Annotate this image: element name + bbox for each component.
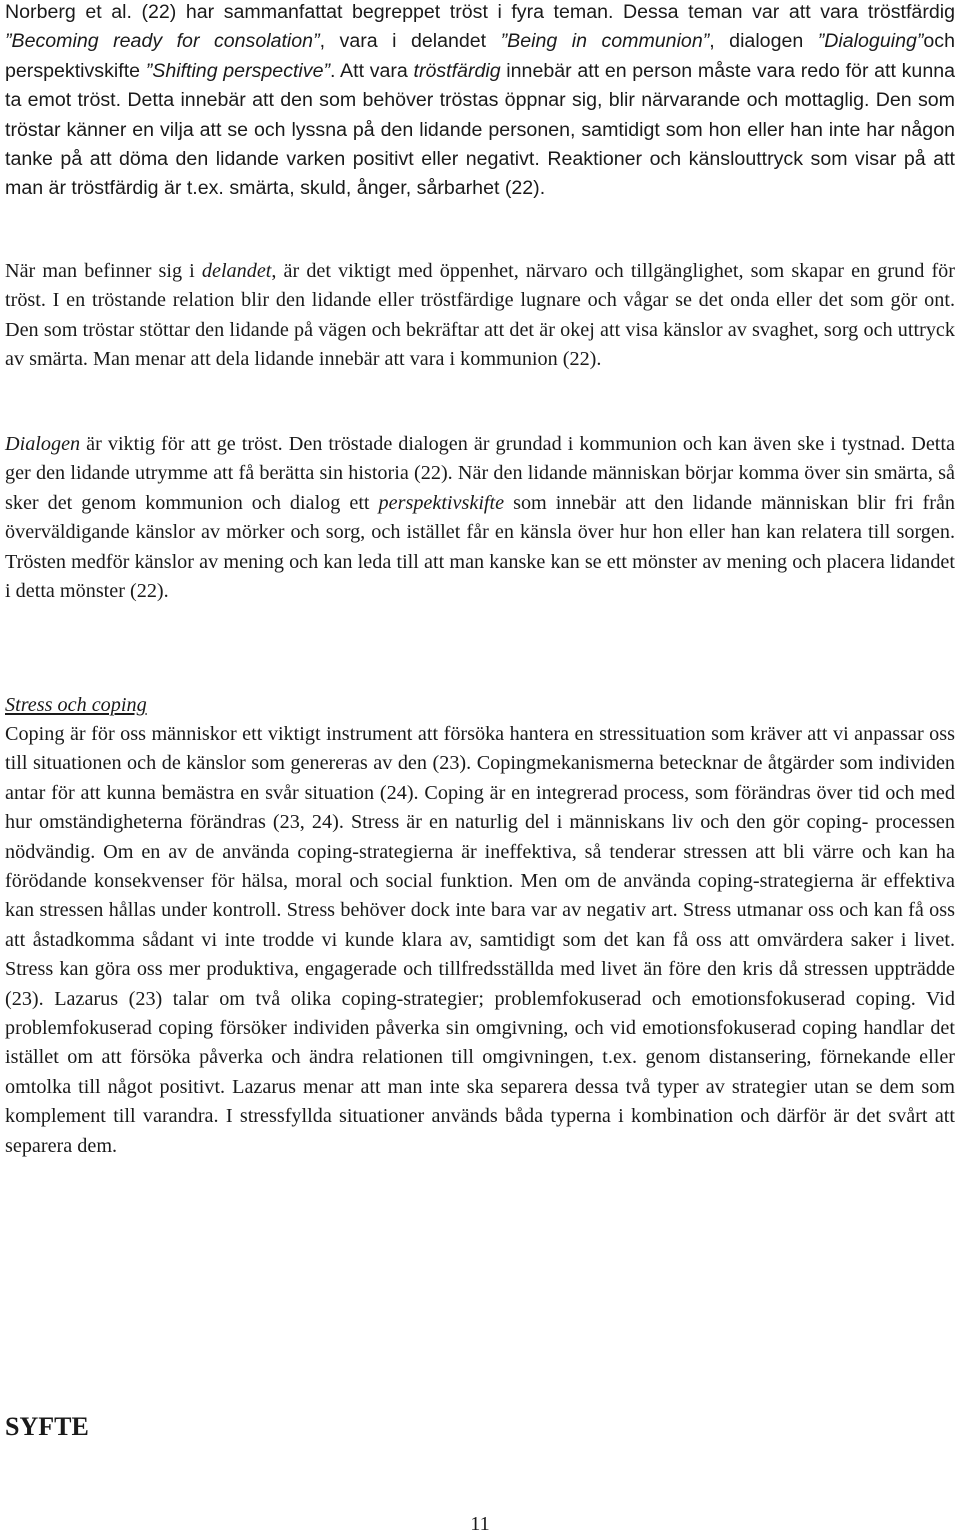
text-run: ”Becoming ready for consolation” [5,30,320,53]
text-run: . Att vara [330,59,414,82]
text-run: ”Being in communion” [500,30,710,53]
text-run: Norberg et al. (22) har sammanfattat begreppet tröst i fyra teman. Dessa teman var att vara tröstfärdig [5,1,955,23]
text-run: , är det viktigt med öppenhet, närvaro och tillgänglighet, som skapar en grund för tröst. I en tröstande relation blir den lidande eller tröstfärdige lugnare och vågar se det onda eller det som gör ont. Den som tröstar stöttar den lidande på vägen och bekräftar att det är okej att visa känslor av svaghet, sorg och uttryck av smärta. Man menar att dela lidande innebär att vara i kommunion (22). [5,260,955,371]
text-run: perspektivskifte [378,491,505,514]
paragraph-stress-coping: Coping är för oss människor ett viktigt instrument att försöka hantera en stressituation som kräver att vi anpassar oss till situationen och de känslor som genereras av den (23). Copingmekanismerna betecknar de åtgärder som individen antar för att kunna bemästra en svår situation (24). Coping är en integrerad process, som förändras över tid och med hur omständigheterna förändras (23, 24). Stress är en naturlig del i människans liv och den gör coping- processen nödvändig. Om en av de använda coping-strategierna är ineffektiva, så tenderar stressen att bli värre och kan ha förödande konsekvenser för hälsa, moral och social funktion. Men om de använda coping-strategierna är effektiva kan stressen hållas under kontroll. Stress behöver dock inte bara var av negativ art. Stress utmanar oss och kan få oss att åstadkomma sådant vi inte trodde vi kunde klara av, samtidigt som det kan få oss att omvärdera saker i livet. Stress kan göra oss mer produktiva, engagerade och tillfredsställda med livet än före den kris då stressen uppträdde (23). Lazarus (23) talar om två olika coping-strategier; problemfokuserad och emotionsfokuserad coping. Vid problemfokuserad coping försöker individen påverka sin omgivning, och vid emotionsfokuserad coping handlar det istället om att försöka påverka och ändra relationen till omgivningen, t.ex. genom distansering, förnekande eller omtolka till något positivt. Lazarus menar att man inte ska separera dessa två typer av strategier utan se dem som komplement till varandra. I stressfyllda situationer används båda typerna i kombination och därför är det svårt att separera dem. [5,723,955,1157]
text-run: ”Shifting perspective” [145,59,331,82]
section-title: SYFTE [5,1412,89,1441]
text-run: innebär att en person måste vara redo för att kunna ta emot tröst. Detta innebär att den som behöver tröstas öppnar sig, blir närvarande och mottaglig. Den som tröstar känner en vilja att se och lyssna på den lidande personen, samtidigt som hon eller han inte har någon tanke på att döma den lidande varken positivt eller negativt. Reaktioner och känslouttryck som visar på att man är tröstfärdig är t.ex. smärta, skuld, ånger, sårbarhet (22). [5,59,956,200]
paragraph-dialogen [5,430,955,606]
page-number: 11 [470,1513,490,1535]
text-run: delandet [201,260,272,282]
text-run: , vara i delandet [319,30,501,53]
paragraph-delandet [5,257,955,375]
text-run: När man befinner sig i [5,260,202,282]
text-run: är viktig för att ge tröst. Den tröstade dialogen är grundad i kommunion och kan även ske i tystnad. Detta ger den lidande utrymme att få berätta sin historia (22). När den lidande människan börjar komma över sin smärta, så sker det genom kommunion och dialog ett [5,433,955,514]
paragraph-consolation-themes [5,0,955,204]
text-run: tröstfärdig [413,59,501,82]
text-run: ”Dialoguing” [817,30,924,53]
subheading-stress-och-coping: Stress och coping [5,694,147,716]
text-run: och perspektivskifte [5,30,955,82]
text-run: som innebär att den lidande människan blir fri från överväldigande känslor av mörker och sorg, och istället får en känsla över hur hon eller han kan relatera till sorgen. Trösten medför känslor av mening och kan leda till att man kanske kan se ett mönster av mening och placera lidandet i detta mönster (22). [5,491,956,603]
text-run: , dialogen [709,30,818,53]
text-run: Dialogen [5,433,81,455]
